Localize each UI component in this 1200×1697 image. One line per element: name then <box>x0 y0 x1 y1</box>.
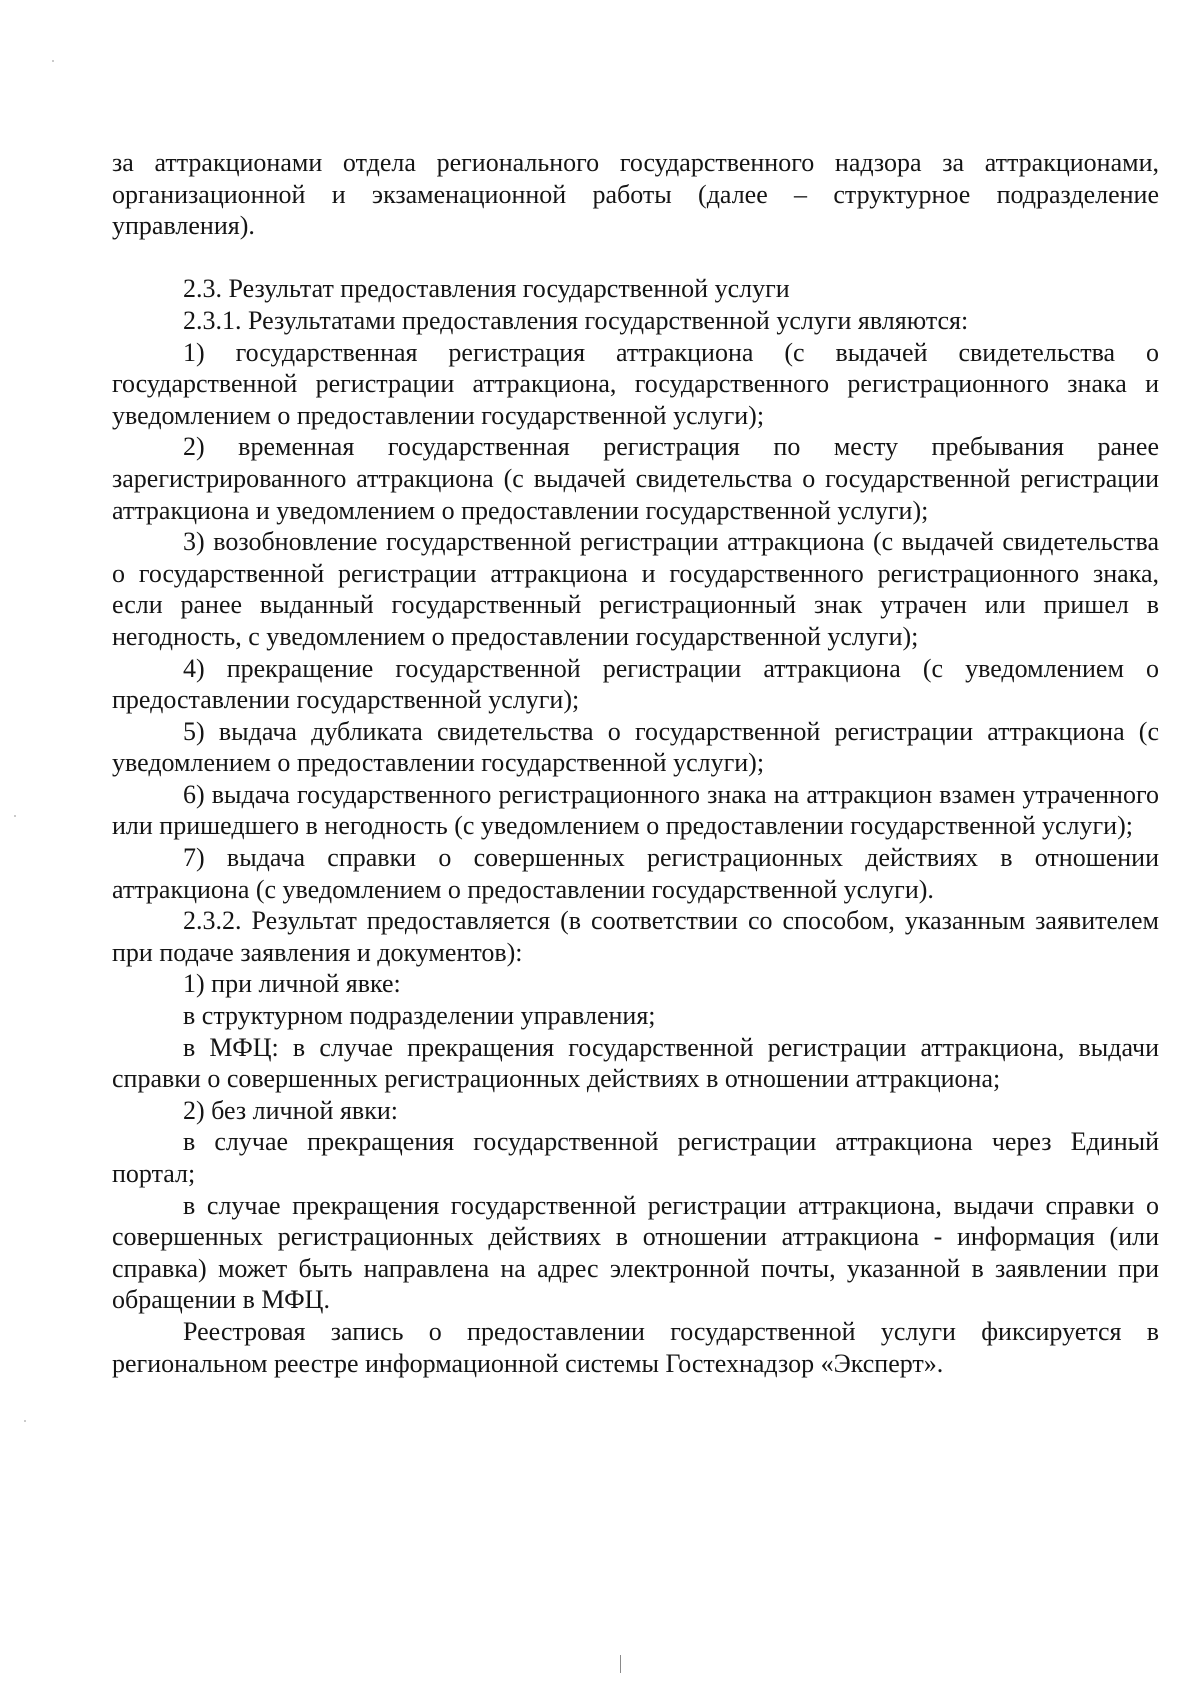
list-item-2: 2) временная государственная регистрация по месту пребывания ранее зарегистрированного аттракциона (с выдачей свидетельства о государственной регистрации аттракциона и уведомлением о предоставлении государственной услуги); <box>112 432 1159 525</box>
subitem-remote: 2) без личной явки: <box>183 1095 398 1125</box>
list-item-6: 6) выдача государственного регистрационного знака на аттракцион взамен утраченного или пришедшего в негодность (с уведомлением о предоставлении государственной услуги); <box>112 779 1159 841</box>
scan-mark <box>620 1655 621 1673</box>
scan-speck <box>52 60 54 62</box>
subitem-structural-unit: в структурном подразделении управления; <box>183 1001 656 1031</box>
list-item-1: 1) государственная регистрация аттракциона (с выдачей свидетельства о государственной регистрации аттракциона, государственного регистрационного знака и уведомлением о предоставлении государственной услуги); <box>112 337 1159 430</box>
paragraph-2-3-1: 2.3.1. Результатами предоставления государственной услуги являются: <box>183 305 969 335</box>
subitem-email: в случае прекращения государственной регистрации аттракциона, выдачи справки о совершенных регистрационных действиях в отношении аттракциона - информация (или справка) может быть направлена на адрес электронной почты, указанной в заявлении при обращении в МФЦ. <box>112 1190 1159 1315</box>
scan-speck <box>24 1420 26 1422</box>
paragraph-structural-unit: за аттракционами отдела регионального государственного надзора за аттракционами, организационной и экзаменационной работы (далее – структурное подразделение управления). <box>112 148 1159 241</box>
document-page <box>112 147 1159 1379</box>
subitem-unified-portal: в случае прекращения государственной регистрации аттракциона через Единый портал; <box>112 1127 1159 1188</box>
list-item-5: 5) выдача дубликата свидетельства о государственной регистрации аттракциона (с уведомлением о предоставлении государственной услуги); <box>112 716 1159 778</box>
section-heading-2-3: 2.3. Результат предоставления государственной услуги <box>183 274 790 304</box>
scan-speck <box>14 815 16 817</box>
list-item-3: 3) возобновление государственной регистрации аттракциона (с выдачей свидетельства о государственной регистрации аттракциона и государственного регистрационного знака, если ранее выданный государственный регистрационный знак утрачен или пришел в негодность, с уведомлением о предоставлении государственной услуги); <box>112 527 1159 651</box>
paragraph-2-3-2: 2.3.2. Результат предоставляется (в соответствии со способом, указанным заявителем при подаче заявления и документов): <box>112 906 1159 967</box>
list-item-7: 7) выдача справки о совершенных регистрационных действиях в отношении аттракциона (с уведомлением о предоставлении государственной услуги). <box>112 843 1159 904</box>
paragraph-registry-record: Реестровая запись о предоставлении государственной услуги фиксируется в региональном реестре информационной системы Гостехнадзор «Эксперт». <box>112 1316 1159 1378</box>
paragraph-gap <box>112 242 1159 274</box>
subitem-mfc: в МФЦ: в случае прекращения государственной регистрации аттракциона, выдачи справки о совершенных регистрационных действиях в отношении аттракциона; <box>112 1032 1159 1094</box>
list-item-4: 4) прекращение государственной регистрации аттракциона (с уведомлением о предоставлении государственной услуги); <box>112 653 1159 715</box>
subitem-in-person: 1) при личной явке: <box>183 969 401 999</box>
